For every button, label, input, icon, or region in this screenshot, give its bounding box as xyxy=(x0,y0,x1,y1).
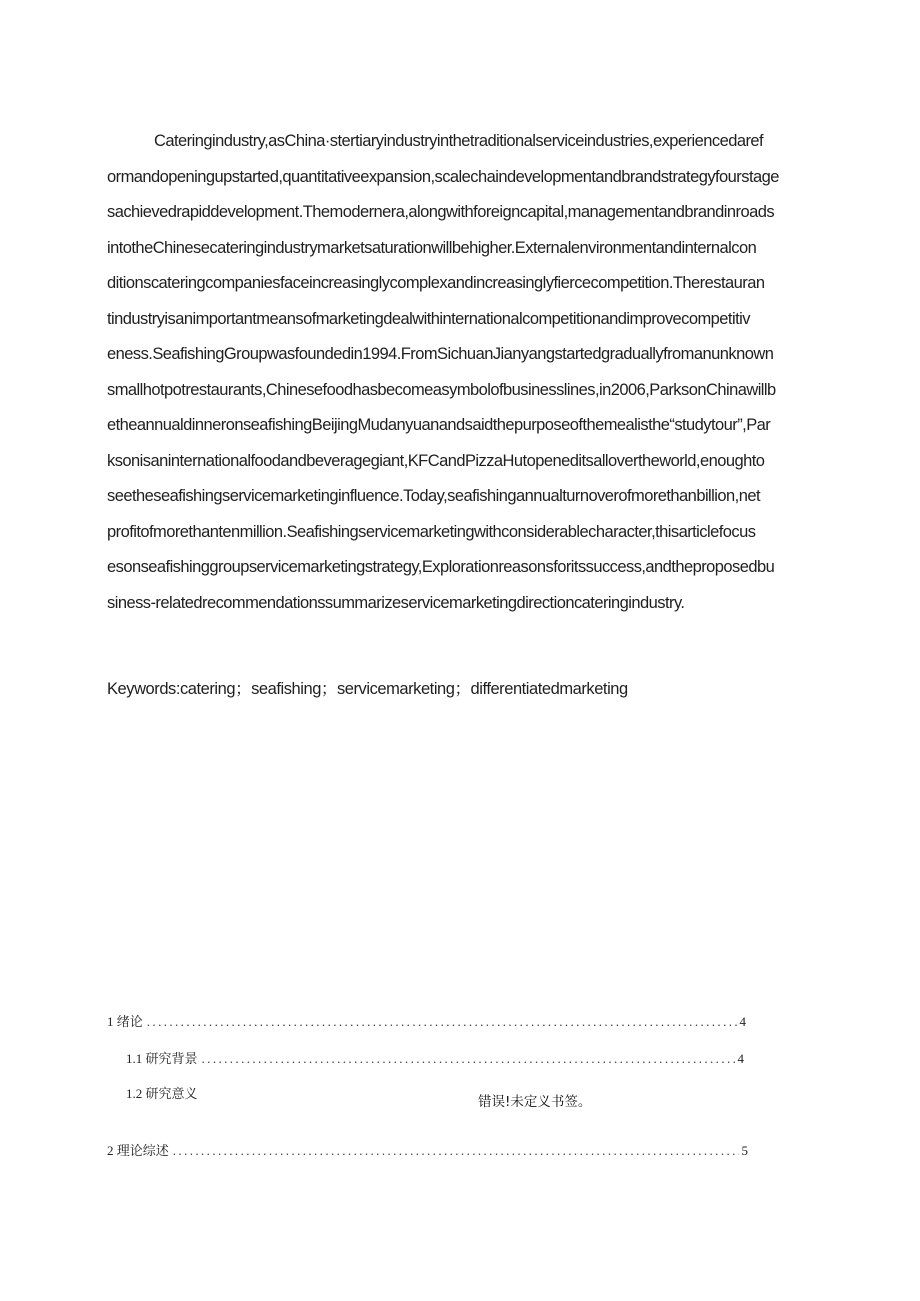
abstract-line: ksonisaninternationalfoodandbeveragegiant,KFCandPizzaHutopeneditsallovertheworld,enoughto xyxy=(107,451,765,470)
abstract-line: seetheseafishingservicemarketinginfluence.Today,seafishingannualturnoverofmorethanbillion,net xyxy=(107,487,760,505)
toc-entry-title: 1.2 研究意义 xyxy=(126,1086,198,1101)
abstract-line: siness-relatedrecommendationssummarizeservicemarketingdirectioncateringindustry. xyxy=(107,593,685,612)
toc-entry[interactable] xyxy=(126,1085,198,1103)
toc-entry[interactable] xyxy=(107,1142,748,1160)
abstract-line: sachievedrapiddevelopment.Themodernera,alongwithforeigncapital,managementandbrandinroads xyxy=(107,203,775,221)
toc-entry-title: 2 理论综述 xyxy=(107,1143,169,1158)
toc-entry-title: 1.1 研究背景 xyxy=(126,1051,198,1066)
toc-page-number: 4 xyxy=(739,1014,746,1029)
abstract-line: esonseafishinggroupservicemarketingstrategy,Explorationreasonsforitssuccess,andtheproposedbu xyxy=(107,558,775,576)
abstract-line: profitofmorethantenmillion.Seafishingservicemarketingwithconsiderablecharacter,thisarticlefocus xyxy=(107,522,756,541)
abstract-line: etheannualdinneronseafishingBeijingMudanyuanandsaidthepurposeofthemealisthe“studytour”,Par xyxy=(107,416,771,434)
abstract-line: smallhotpotrestaurants,Chinesefoodhasbecomeasymbolofbusinesslines,in2006,ParksonChinawillb xyxy=(107,380,776,399)
abstract-line: eness.SeafishingGroupwasfoundedin1994.FromSichuanJianyangstartedgraduallyfromanunknown xyxy=(107,345,774,363)
abstract-line: tindustryisanimportantmeansofmarketingdealwithinternationalcompetitionandimprovecompetitiv xyxy=(107,309,750,328)
toc-page-number: 5 xyxy=(741,1143,748,1158)
toc-entry[interactable] xyxy=(107,1013,746,1031)
toc-dot-leader xyxy=(173,1142,739,1160)
abstract-line: ditionscateringcompaniesfaceincreasinglycomplexandincreasinglyfiercecompetition.Therestauran xyxy=(107,274,765,292)
toc-dot-leader xyxy=(147,1013,737,1031)
toc-entry[interactable] xyxy=(126,1050,744,1068)
toc-entry-title: 1 绪论 xyxy=(107,1014,143,1029)
abstract-line: intotheChinesecateringindustrymarketsaturationwillbehigher.Externalenvironmentandinternalcon xyxy=(107,238,757,257)
abstract-line: ormandopeningupstarted,quantitativeexpansion,scalechaindevelopmentandbrandstrategyfourstage xyxy=(107,167,779,186)
abstract-line: Cateringindustry,asChina·stertiaryindustryinthetraditionalserviceindustries,experiencedaref xyxy=(154,132,764,150)
toc-bookmark-error: 错误!未定义书签。 xyxy=(478,1094,592,1110)
keywords-line: Keywords:catering；seafishing；servicemarketing；differentiatedmarketing xyxy=(107,680,628,698)
toc-page-number: 4 xyxy=(737,1051,744,1066)
toc-dot-leader xyxy=(202,1050,735,1068)
